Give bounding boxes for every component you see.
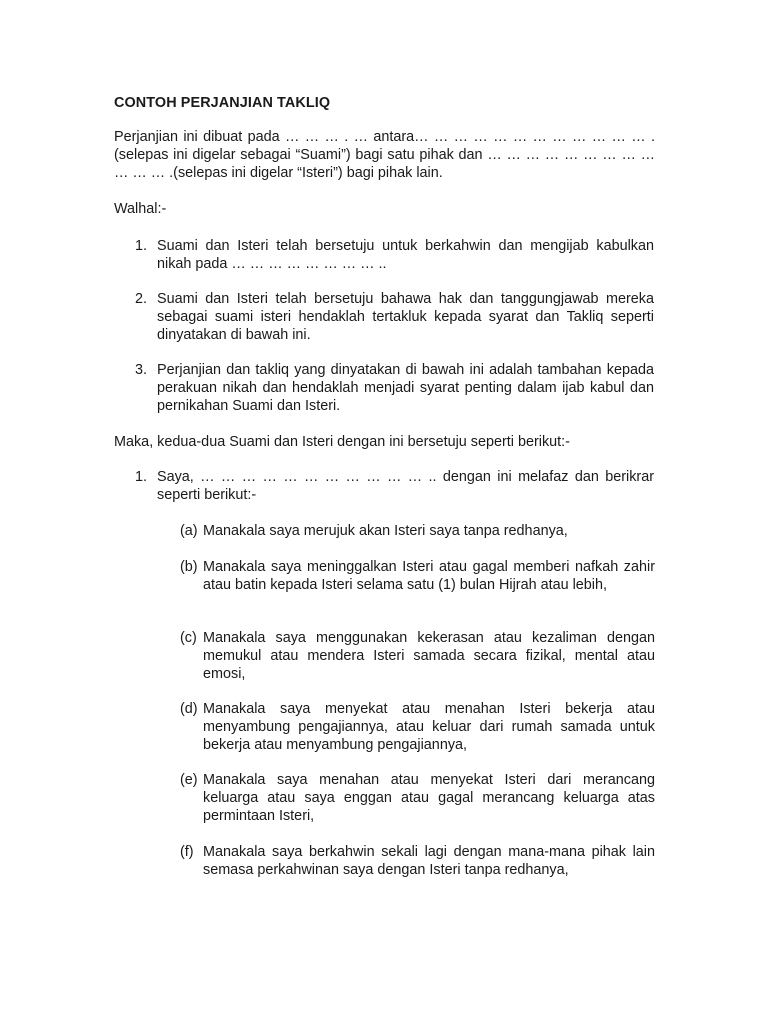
condition-text: Manakala saya berkahwin sekali lagi dengan mana-mana pihak lain semasa perkahwinan saya dengan Isteri tanpa redhanya,	[203, 844, 655, 878]
recital-number: 2.	[135, 291, 148, 307]
condition-text: Manakala saya meninggalkan Isteri atau gagal memberi nafkah zahir atau batin kepada Isteri selama satu (1) bulan Hijrah atau lebih,	[203, 559, 655, 593]
recital-text: Suami dan Isteri telah bersetuju bahawa hak dan tanggungjawab mereka sebagai suami isteri hendaklah tertakluk kepada syarat dan Takliq seperti dinyatakan di bawah ini.	[157, 291, 654, 343]
condition-text: Manakala saya menggunakan kekerasan atau kezaliman dengan memukul atau mendera Isteri samada secara fizikal, mental atau emosi,	[203, 630, 655, 682]
recital-text: Suami dan Isteri telah bersetuju untuk berkahwin dan mengijab kabulkan nikah pada … … … … … … … … ..	[157, 238, 654, 272]
agreement-text: Saya, … … … … … … … … … … … .. dengan ini melafaz dan berikrar seperti berikut:-	[157, 469, 654, 503]
document-title: CONTOH PERJANJIAN TAKLIQ	[114, 95, 331, 111]
condition-label: (c)	[180, 630, 197, 646]
condition-label: (a)	[180, 523, 198, 539]
maka-paragraph: Maka, kedua-dua Suami dan Isteri dengan ini bersetuju seperti berikut:-	[114, 434, 570, 450]
recital-number: 1.	[135, 238, 148, 254]
condition-text: Manakala saya menyekat atau menahan Isteri bekerja atau menyambung pengajiannya, atau keluar dari rumah samada untuk bekerja atau menyambung pengajiannya,	[203, 701, 655, 753]
condition-text: Manakala saya merujuk akan Isteri saya tanpa redhanya,	[203, 523, 568, 539]
walhal-heading: Walhal:-	[114, 201, 167, 217]
recital-number: 3.	[135, 362, 148, 378]
intro-paragraph: Perjanjian ini dibuat pada … … … . … antara… … … … … … … … … … … … .(selepas ini digelar sebagai “Suami”) bagi satu pihak dan … … … … … … … … … … … … .(selepas ini digelar “Isteri”) bagi pihak lain.	[114, 129, 655, 181]
condition-text: Manakala saya menahan atau menyekat Isteri dari merancang keluarga atau saya enggan atau gagal merancang keluarga atas permintaan Isteri,	[203, 772, 655, 824]
condition-label: (d)	[180, 701, 198, 717]
agreement-number: 1.	[135, 469, 148, 485]
condition-label: (b)	[180, 559, 198, 575]
condition-label: (e)	[180, 772, 198, 788]
recital-text: Perjanjian dan takliq yang dinyatakan di bawah ini adalah tambahan kepada perakuan nikah dan hendaklah menjadi syarat penting dalam ijab kabul dan pernikahan Suami dan Isteri.	[157, 362, 654, 414]
condition-label: (f)	[180, 844, 194, 860]
